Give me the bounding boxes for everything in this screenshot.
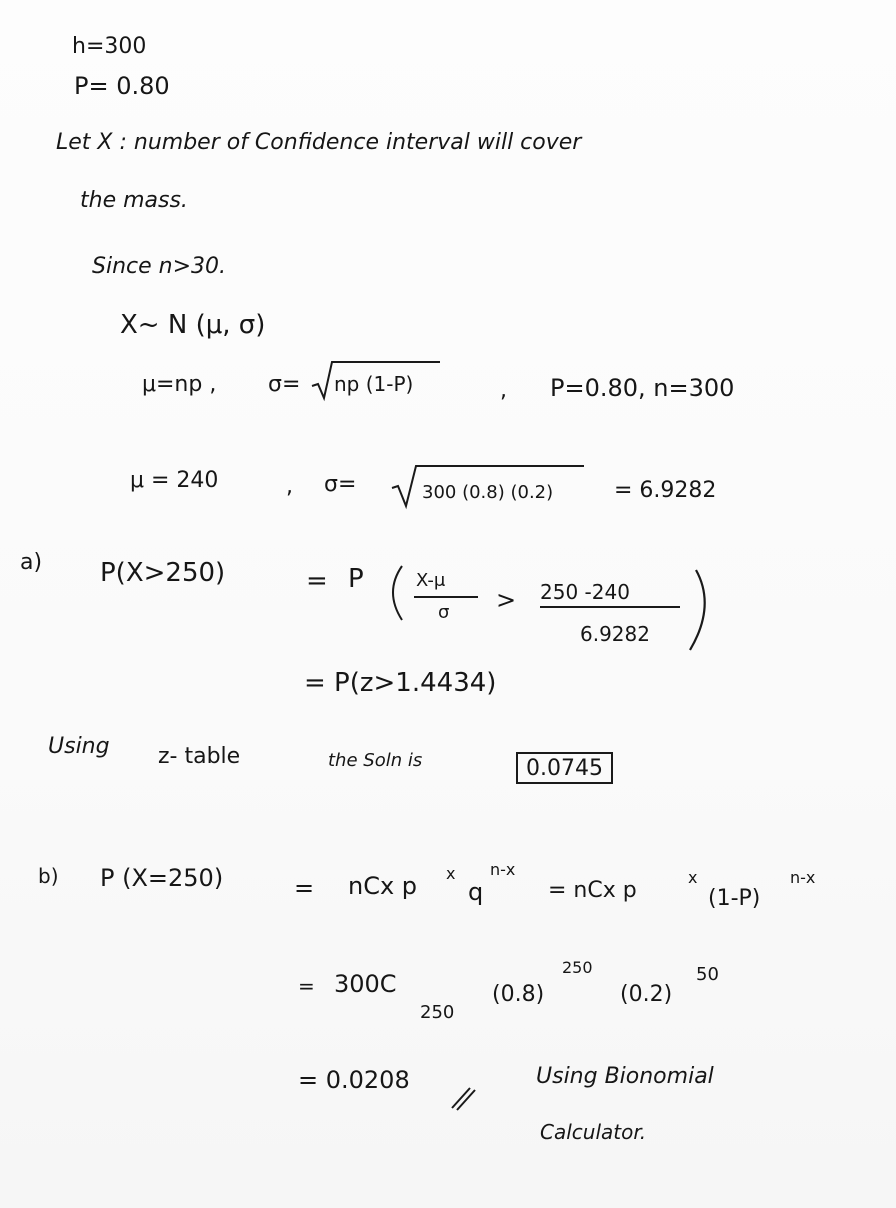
values-mu: μ = 240 [130, 468, 219, 493]
part-a-step2: = P(z>1.4434) [304, 668, 497, 698]
distribution-line: X~ N (μ, σ) [120, 310, 266, 340]
since-line: Since n>30. [92, 254, 227, 279]
part-b-label: b) [38, 864, 59, 888]
part-a-lhs: P(X>250) [100, 558, 226, 588]
formula-mu: μ=np , [142, 372, 217, 397]
formula-sigma-lhs: σ= [268, 372, 301, 397]
part-b-step2-equals: = [298, 974, 315, 998]
part-b-step2-exp1: 250 [562, 958, 593, 977]
part-b-rhs1-exp: x [446, 864, 456, 883]
part-b-rhs2-tail: (1-P) [708, 886, 761, 911]
part-a-z-table: z- table [158, 744, 241, 769]
part-a-z-denominator: σ [438, 602, 450, 623]
part-b-lhs: P (X=250) [100, 864, 224, 892]
part-b-note-line2: Calculator. [540, 1120, 647, 1144]
part-b-rhs2-tail-exp: n-x [790, 868, 816, 887]
part-b-note-line1: Using Bionomial [536, 1064, 714, 1089]
part-b-rhs1-q: q [468, 878, 484, 906]
part-a-greater-than: > [496, 586, 517, 614]
part-b-step2-combination: 300C [334, 970, 397, 998]
values-sigma-result: = 6.9282 [614, 478, 717, 503]
values-sigma-lhs: σ= [324, 472, 357, 497]
part-b-step2-base2: (0.2) [620, 982, 673, 1007]
part-a-equals: = [306, 566, 328, 596]
values-sigma-radicand: 300 (0.8) (0.2) [422, 482, 554, 503]
part-a-p: P [348, 564, 364, 594]
given-n: h=300 [72, 34, 147, 59]
formula-separator: , [500, 378, 507, 403]
part-a-fraction-numerator: 250 -240 [540, 580, 630, 604]
formula-params: P=0.80, n=300 [550, 374, 735, 402]
definition-line1: Let X : number of Confidence interval will cover [56, 130, 582, 155]
definition-line2: the mass. [80, 188, 188, 213]
part-b-equals: = [294, 874, 315, 902]
part-a-using: Using [48, 734, 110, 759]
part-b-step2-exp2: 50 [696, 964, 719, 985]
given-p: P= 0.80 [74, 72, 170, 100]
part-b-step2-subscript: 250 [420, 1002, 455, 1023]
part-a-answer-box: 0.0745 [516, 752, 613, 784]
part-a-label: a) [20, 550, 43, 575]
part-b-rhs2: = nCx p [548, 878, 637, 903]
part-b-rhs1: nCx p [348, 872, 418, 900]
values-separator: , [286, 474, 293, 499]
part-a-fraction-denominator: 6.9282 [580, 622, 650, 646]
part-b-rhs1-q-exp: n-x [490, 860, 516, 879]
part-b-step2-base1: (0.8) [492, 982, 545, 1007]
part-a-z-numerator: X-μ [416, 570, 446, 591]
part-b-rhs2-exp: x [688, 868, 698, 887]
formula-sigma-radicand: np (1-P) [334, 372, 414, 396]
part-b-result: = 0.0208 [298, 1066, 410, 1094]
part-a-soln-text: the Soln is [328, 750, 423, 771]
